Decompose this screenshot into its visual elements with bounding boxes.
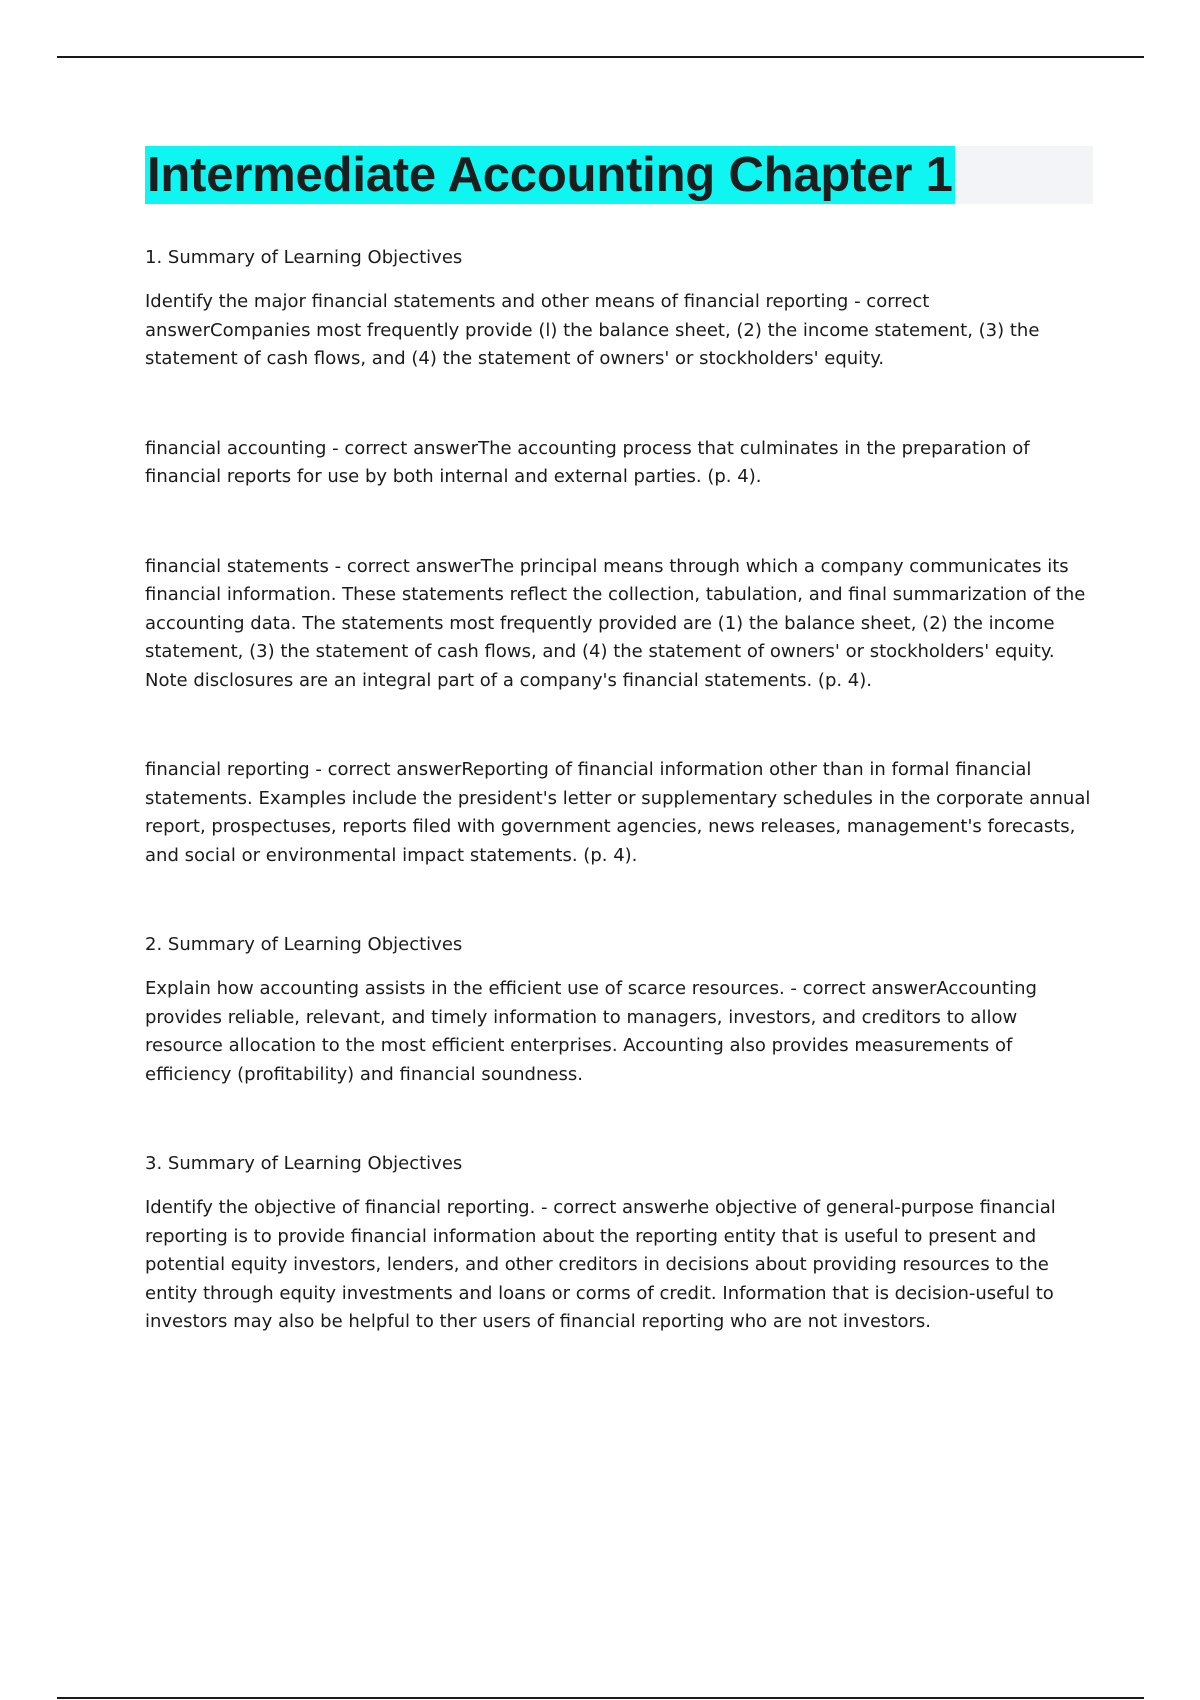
definition-paragraph: Identify the major financial statements and other means of financial reporting - correct answerCompanies most frequently provide (l) the balance sheet, (2) the income statement, (3) the statement of cash flows, and (4) the statement of owners' or stockholders' equity. (145, 291, 1040, 369)
definition-paragraph: financial accounting - correct answerThe accounting process that culminates in the preparation of financial reports for use by both internal and external parties. (p. 4). (145, 437, 1030, 487)
section-heading: 2. Summary of Learning Objectives (145, 934, 463, 955)
header-rule (57, 56, 1144, 58)
footer-rule (57, 1697, 1144, 1699)
section-heading: 1. Summary of Learning Objectives (145, 247, 463, 268)
page-title: Intermediate Accounting Chapter 1 (147, 148, 953, 202)
document-body (145, 244, 1095, 1398)
definition-paragraph: Identify the objective of financial reporting. - correct answerhe objective of general-purpose financial reporting is to provide financial information about the reporting entity that is useful to present and potential equity investors, lenders, and other creditors in decisions about providing resources to the entity through equity investments and loans or corms of credit. Information that is decision-useful to investors may also be helpful to ther users of financial reporting who are not investors. (145, 1197, 1056, 1332)
definition-paragraph: Explain how accounting assists in the efficient use of scarce resources. - correct answerAccounting provides reliable, relevant, and timely information to managers, investors, and creditors to allow resource allocation to the most efficient enterprises. Accounting also provides measurements of efficiency (profitability) and financial soundness. (145, 978, 1037, 1085)
definition-paragraph: financial reporting - correct answerReporting of financial information other than in formal financial statements. Examples include the president's letter or supplementary schedules in the corporate annual report, prospectuses, reports filed with government agencies, news releases, management's forecasts, and social or environmental impact statements. (p. 4). (145, 759, 1091, 866)
definition-paragraph: financial statements - correct answerThe principal means through which a company communicates its financial information. These statements reflect the collection, tabulation, and final summarization of the accounting data. The statements most frequently provided are (1) the balance sheet, (2) the income statement, (3) the statement of cash flows, and (4) the statement of owners' or stockholders' equity. Note disclosures are an integral part of a company's financial statements. (p. 4). (145, 555, 1086, 691)
section-heading: 3. Summary of Learning Objectives (145, 1153, 463, 1174)
